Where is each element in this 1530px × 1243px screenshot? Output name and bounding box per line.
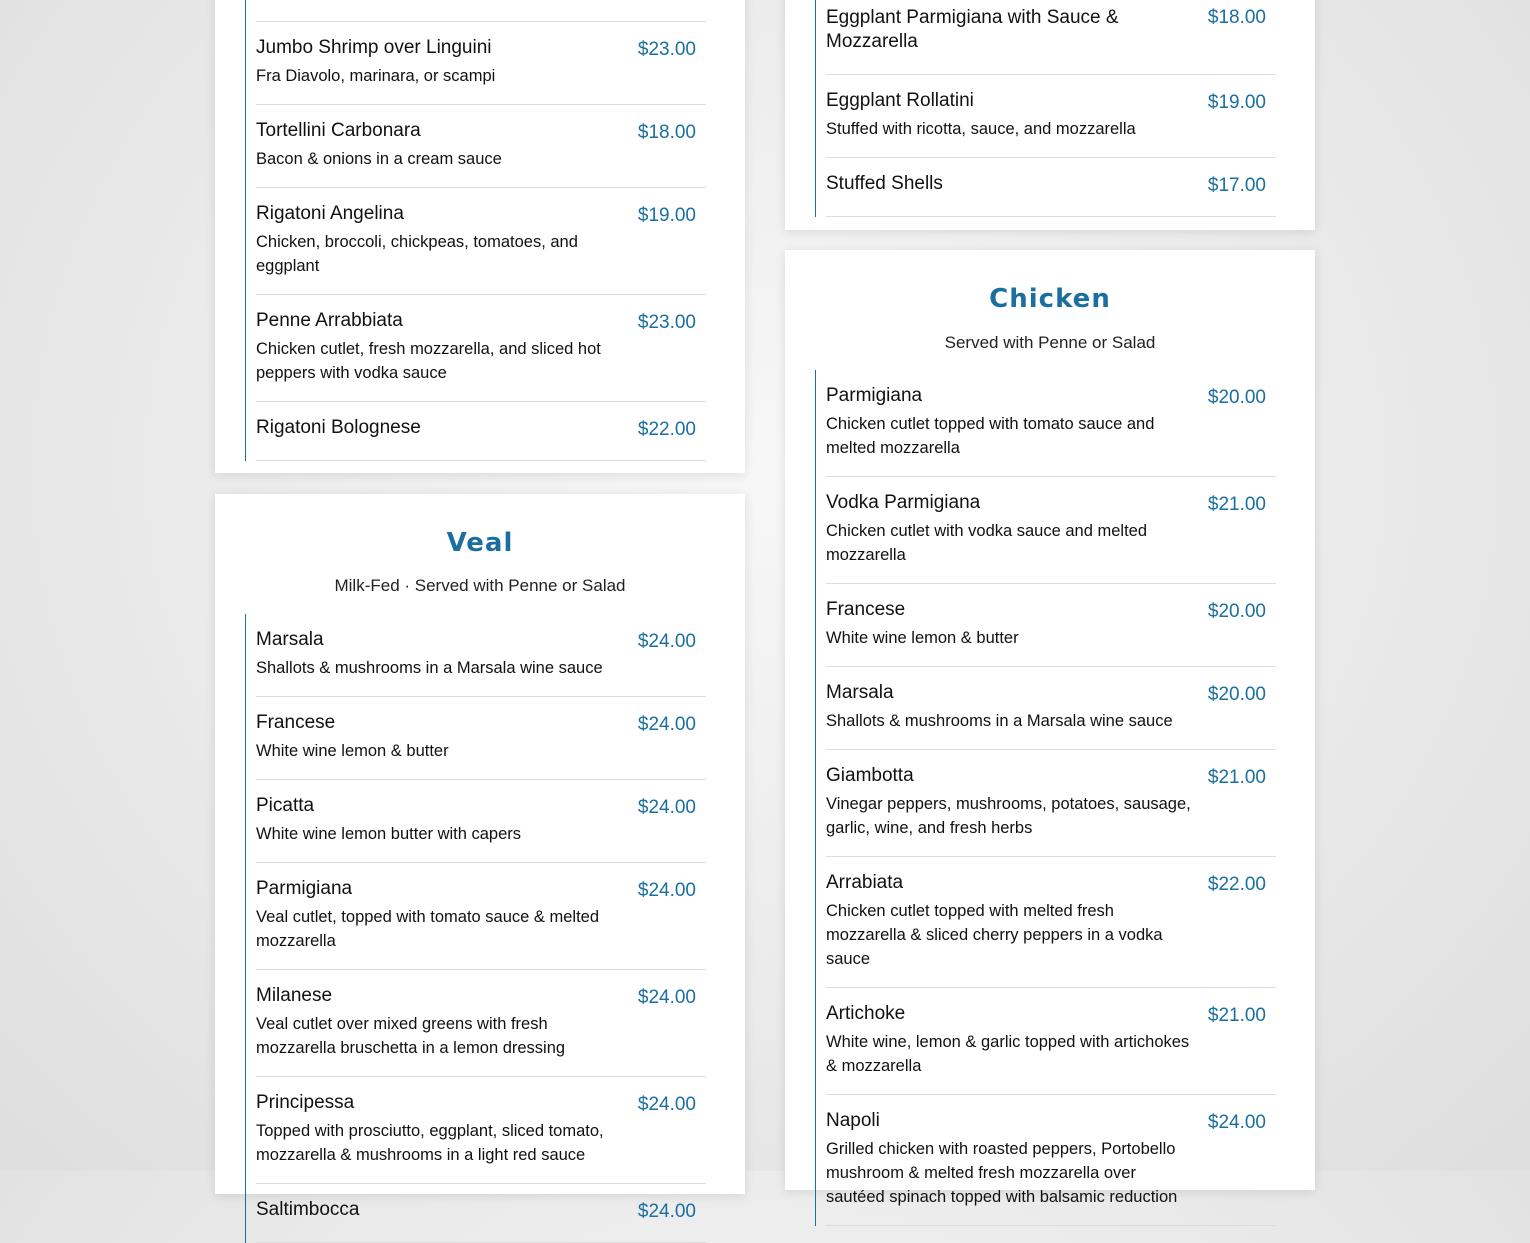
menu-item <box>256 0 706 22</box>
pasta-card <box>215 0 745 473</box>
menu-item-name: Jumbo Shrimp over Linguini <box>256 37 492 58</box>
menu-item-description: Vinegar peppers, mushrooms, potatoes, sausage, garlic, wine, and fresh herbs <box>826 795 1191 837</box>
menu-item-description: White wine lemon & butter <box>826 629 1019 647</box>
menu-item-description: Veal cutlet, topped with tomato sauce & melted mozzarella <box>256 908 600 950</box>
menu-item <box>256 1184 706 1243</box>
menu-item-name: Milanese <box>256 985 333 1006</box>
menu-item-description: Chicken cutlet with vodka sauce and melted mozzarella <box>826 522 1148 564</box>
menu-item-description: Chicken, broccoli, chickpeas, tomatoes, and eggplant <box>256 233 578 275</box>
menu-item-name: Eggplant Parmigiana with Sauce & Mozzarella <box>826 7 1119 52</box>
menu-item-name: Rigatoni Angelina <box>256 203 404 224</box>
menu-item-price: $21.00 <box>1207 1005 1266 1026</box>
menu-item-price: $24.00 <box>637 987 696 1008</box>
menu-item-price: $20.00 <box>1207 684 1266 705</box>
menu-item-description: White wine, lemon & garlic topped with artichokes & mozzarella <box>826 1033 1190 1075</box>
menu-item <box>826 477 1276 584</box>
menu-item-price: $20.00 <box>1207 387 1266 408</box>
menu-item <box>256 780 706 863</box>
menu-item-name: Marsala <box>256 629 324 650</box>
menu-item-price: $22.00 <box>637 419 696 440</box>
menu-item <box>826 158 1276 217</box>
menu-item-price: $24.00 <box>1207 1112 1266 1133</box>
menu-items-list <box>245 614 706 1243</box>
menu-item-description: Fra Diavolo, marinara, or scampi <box>256 67 496 85</box>
menu-item-name: Saltimbocca <box>256 1199 360 1220</box>
section-subtitle: Milk-Fed · Served with Penne or Salad <box>334 576 626 595</box>
menu-items-list <box>815 0 1276 217</box>
menu-item <box>826 1095 1276 1226</box>
menu-item-price: $18.00 <box>637 122 696 143</box>
menu-item-price: $22.00 <box>1207 874 1266 895</box>
menu-item <box>256 402 706 461</box>
menu-item-description: Chicken cutlet, fresh mozzarella, and sliced hot peppers with vodka sauce <box>256 340 601 382</box>
menu-item <box>256 970 706 1077</box>
chicken-card <box>785 250 1315 1206</box>
menu-item-name: Arrabiata <box>826 872 904 893</box>
menu-item-name: Penne Arrabbiata <box>256 310 403 331</box>
menu-item-price: $24.00 <box>637 1094 696 1115</box>
menu-item <box>256 22 706 105</box>
menu-item-name: Principessa <box>256 1092 355 1113</box>
menu-item-name: Artichoke <box>826 1003 906 1024</box>
section-title: Veal <box>446 528 514 558</box>
menu-item-price: $21.00 <box>1207 494 1266 515</box>
menu-item-price: $24.00 <box>637 880 696 901</box>
menu-item-name: Napoli <box>826 1110 880 1131</box>
menu-item <box>826 75 1276 158</box>
menu-item-name: Eggplant Rollatini <box>826 90 974 111</box>
menu-item <box>256 188 706 295</box>
menu-item-name: Francese <box>826 599 906 620</box>
section-title: Chicken <box>989 284 1111 314</box>
menu-item-name: Marsala <box>826 682 894 703</box>
menu-item-price: $18.00 <box>1207 7 1266 28</box>
menu-items-list <box>815 370 1276 1226</box>
menu-item-price: $24.00 <box>637 797 696 818</box>
menu-item <box>826 988 1276 1095</box>
menu-item-description: Bacon & onions in a cream sauce <box>256 150 502 168</box>
menu-item <box>826 584 1276 667</box>
menu-item-price: $23.00 <box>637 312 696 333</box>
menu-item-name: Picatta <box>256 795 315 816</box>
menu-item-description: White wine lemon butter with capers <box>256 825 522 843</box>
menu-item-name: Parmigiana <box>256 878 353 899</box>
menu-item-name: Giambotta <box>826 765 914 786</box>
veal-card <box>215 494 745 1222</box>
menu-items-list <box>245 0 706 461</box>
menu-item <box>256 295 706 402</box>
menu-item-name: Rigatoni Bolognese <box>256 417 421 438</box>
menu-item-price: $17.00 <box>1207 175 1266 196</box>
menu-item <box>256 614 706 697</box>
menu-item-name: Vodka Parmigiana <box>826 492 981 513</box>
menu-item-description: Grilled chicken with roasted peppers, Portobello mushroom & melted fresh mozzarella over sautéed spinach topped with balsamic reduction <box>826 1140 1178 1206</box>
menu-item <box>256 863 706 970</box>
menu-item-price: $24.00 <box>637 714 696 735</box>
menu-item-description: Veal cutlet over mixed greens with fresh mozzarella bruschetta in a lemon dressing <box>256 1015 566 1057</box>
menu-item-price: $24.00 <box>637 1201 696 1222</box>
menu-item-description: Chicken cutlet topped with tomato sauce and melted mozzarella <box>826 415 1155 457</box>
menu-item-price: $21.00 <box>1207 767 1266 788</box>
menu-item <box>256 105 706 188</box>
menu-item-name: Parmigiana <box>826 385 923 406</box>
menu-item-name: Francese <box>256 712 336 733</box>
menu-item <box>826 667 1276 750</box>
menu-item-price: $24.00 <box>637 631 696 652</box>
menu-item-name: Tortellini Carbonara <box>256 120 421 141</box>
menu-item-price: $20.00 <box>1207 601 1266 622</box>
eggplant-card <box>785 0 1315 230</box>
menu-item-price: $19.00 <box>637 205 696 226</box>
menu-item <box>256 1077 706 1184</box>
menu-item-description: White wine lemon & butter <box>256 742 449 760</box>
menu-item-description: Stuffed with ricotta, sauce, and mozzarella <box>826 120 1136 138</box>
menu-item-name: Stuffed Shells <box>826 173 943 194</box>
menu-item-description: Shallots & mushrooms in a Marsala wine sauce <box>256 659 603 677</box>
menu-item <box>826 750 1276 857</box>
menu-item-price: $19.00 <box>1207 92 1266 113</box>
menu-item <box>256 697 706 780</box>
menu-item <box>826 0 1276 75</box>
menu-item-price: $23.00 <box>637 39 696 60</box>
menu-item-description: Shallots & mushrooms in a Marsala wine sauce <box>826 712 1173 730</box>
menu-item-description: Chicken cutlet topped with melted fresh mozzarella & sliced cherry peppers in a vodka sauce <box>826 902 1163 968</box>
menu-item <box>826 857 1276 988</box>
menu-item-description: Topped with prosciutto, eggplant, sliced tomato, mozzarella & mushrooms in a light red sauce <box>256 1122 604 1164</box>
section-subtitle: Served with Penne or Salad <box>944 333 1156 352</box>
menu-item <box>826 370 1276 477</box>
